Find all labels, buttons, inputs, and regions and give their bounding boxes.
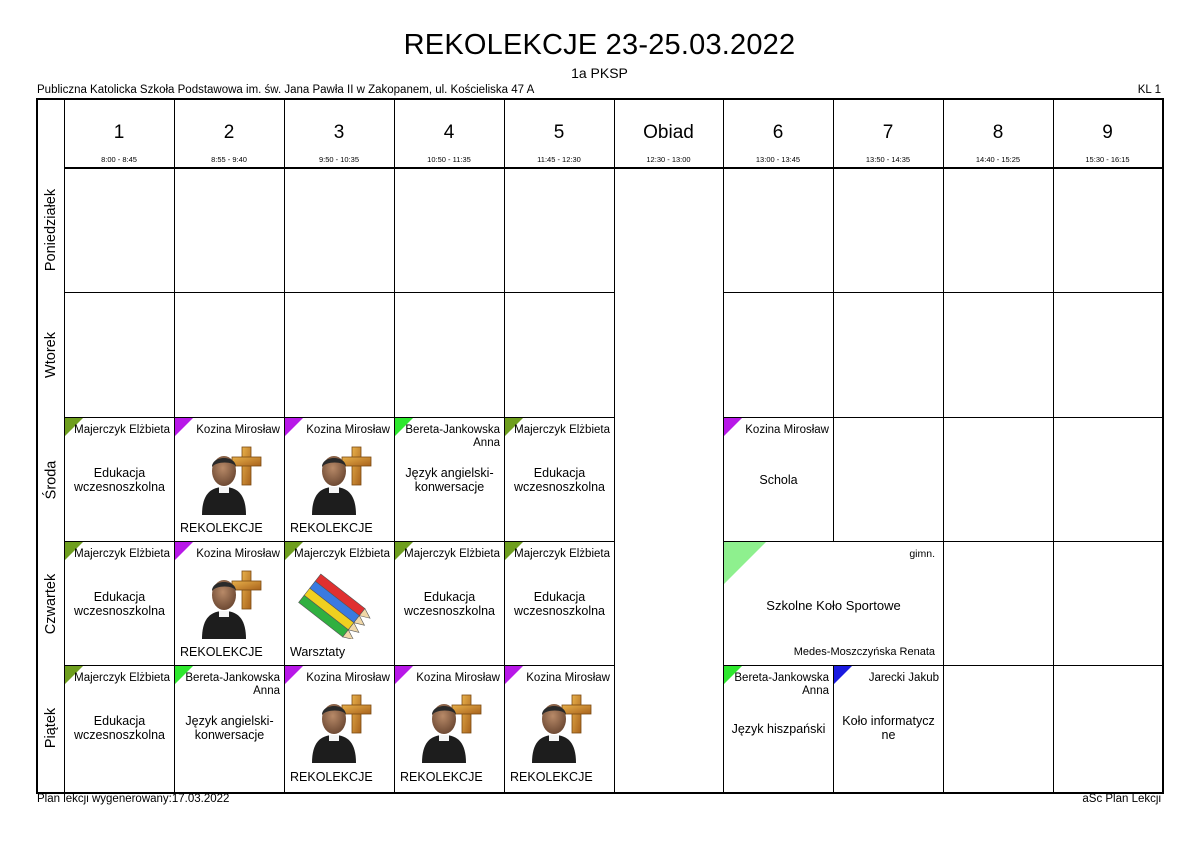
day-label-sroda: Środa — [43, 460, 60, 499]
lesson-teacher: Kozina Mirosław — [196, 548, 280, 560]
pencils-icon — [298, 569, 378, 639]
lesson-room: REKOLEKCJE — [510, 770, 593, 784]
grid-line — [1053, 98, 1054, 792]
period-header-4: 4 10:50 - 11:35 — [427, 122, 471, 164]
period-header-8: 8 14:40 - 15:25 — [975, 122, 1021, 164]
lesson-subject: Szkolne Koło Sportowe — [766, 598, 901, 613]
priest-cross-icon — [188, 569, 268, 639]
lesson-cell[interactable] — [65, 666, 174, 790]
lesson-cell[interactable] — [65, 542, 174, 665]
school-name: Publiczna Katolicka Szkoła Podstawowa im. św. Jana Pawła II w Zakopanem, ul. Kościeliska 47 A — [37, 84, 535, 96]
lesson-cell[interactable] — [175, 542, 284, 665]
day-label-wtorek: Wtorek — [43, 332, 60, 378]
lesson-cell[interactable] — [505, 666, 614, 790]
period-header-9: 9 15:30 - 16:15 — [1085, 122, 1130, 164]
lesson-subject: Edukacja wczesnoszkolna — [73, 714, 165, 742]
lesson-cell[interactable] — [285, 542, 394, 665]
priest-cross-icon — [188, 445, 268, 515]
category-marker — [505, 666, 523, 684]
lesson-subject: Edukacja wczesnoszkolna — [513, 466, 605, 494]
lesson-cell-wide[interactable] — [724, 542, 943, 665]
period-header-1: 1 8:00 - 8:45 — [101, 122, 137, 164]
lesson-cell[interactable] — [724, 666, 833, 790]
lesson-teacher: Majerczyk Elżbieta — [74, 672, 170, 684]
lesson-subject: Edukacja wczesnoszkolna — [513, 590, 605, 618]
lesson-subject: Język angielski-konwersacje — [405, 466, 494, 494]
priest-cross-icon — [298, 445, 378, 515]
lesson-room: Warsztaty — [290, 645, 346, 659]
lesson-subject: Schola — [759, 473, 798, 487]
lesson-teacher: Majerczyk Elżbieta — [404, 548, 500, 560]
lesson-cell[interactable] — [395, 542, 504, 665]
lesson-subject: Edukacja wczesnoszkolna — [73, 466, 165, 494]
lesson-subject: Język hiszpański — [731, 722, 826, 736]
lesson-cell[interactable] — [505, 542, 614, 665]
lesson-cell[interactable] — [395, 666, 504, 790]
grid-line — [723, 292, 1162, 293]
lesson-teacher: Kozina Mirosław — [306, 672, 390, 684]
priest-cross-icon — [518, 693, 598, 763]
category-marker — [285, 418, 303, 436]
lesson-cell[interactable] — [505, 418, 614, 541]
period-header-3: 3 9:50 - 10:35 — [318, 122, 360, 164]
lesson-teacher: Bereta-Jankowska Anna — [185, 672, 280, 697]
lesson-cell[interactable] — [724, 418, 833, 541]
day-label-poniedzialek: Poniedziałek — [43, 188, 60, 272]
category-marker — [834, 666, 852, 684]
lesson-teacher: Kozina Mirosław — [416, 672, 500, 684]
category-marker — [175, 542, 193, 560]
lesson-cell[interactable] — [175, 666, 284, 790]
class-code: KL 1 — [1137, 84, 1161, 96]
lesson-teacher: Jarecki Jakub — [868, 672, 939, 684]
software-name: aSc Plan Lekcji — [1082, 793, 1161, 805]
day-label-czwartek: Czwartek — [43, 573, 59, 634]
lesson-cell[interactable] — [395, 418, 504, 541]
period-header-6: 6 13:00 - 13:45 — [755, 122, 801, 164]
lesson-teacher: Kozina Mirosław — [526, 672, 610, 684]
lesson-teacher: Majerczyk Elżbieta — [74, 424, 170, 436]
lesson-cell[interactable] — [285, 418, 394, 541]
lesson-teacher: Kozina Mirosław — [196, 424, 280, 436]
category-marker — [395, 666, 413, 684]
lesson-cell[interactable] — [65, 418, 174, 541]
grid-line — [614, 98, 615, 792]
timetable-grid — [36, 98, 1162, 792]
period-header-7: 7 13:50 - 14:35 — [865, 122, 911, 164]
lesson-room: REKOLEKCJE — [180, 521, 263, 535]
generated-date: Plan lekcji wygenerowany:17.03.2022 — [37, 793, 230, 805]
lesson-subject: Język angielski-konwersacje — [185, 714, 274, 742]
period-header-5: 5 11:45 - 12:30 — [537, 122, 581, 164]
lesson-subject: Edukacja wczesnoszkolna — [73, 590, 165, 618]
lesson-teacher: Kozina Mirosław — [745, 424, 829, 436]
lesson-cell[interactable] — [175, 418, 284, 541]
day-label-piatek: Piątek — [43, 707, 59, 749]
grid-line — [64, 292, 614, 293]
lesson-cell[interactable] — [285, 666, 394, 790]
priest-cross-icon — [408, 693, 488, 763]
priest-cross-icon — [298, 693, 378, 763]
lesson-group: gimn. — [909, 548, 935, 560]
lesson-cell[interactable] — [834, 666, 943, 790]
lesson-subject: Edukacja wczesnoszkolna — [403, 590, 495, 618]
class-name: 1a PKSP — [571, 65, 628, 81]
period-header-obiad: Obiad 12:30 - 13:00 — [643, 122, 694, 164]
lesson-teacher: Majerczyk Elżbieta — [74, 548, 170, 560]
lesson-teacher: Majerczyk Elżbieta — [514, 424, 610, 436]
lesson-room: REKOLEKCJE — [180, 645, 263, 659]
period-header-2: 2 8:55 - 9:40 — [211, 122, 247, 164]
category-marker — [724, 418, 742, 436]
lesson-teacher: Bereta-Jankowska Anna — [405, 424, 500, 449]
category-marker — [175, 418, 193, 436]
lesson-room: REKOLEKCJE — [400, 770, 483, 784]
category-marker — [285, 666, 303, 684]
timetable-title: REKOLEKCJE 23-25.03.2022 — [403, 29, 796, 61]
lesson-teacher: Kozina Mirosław — [306, 424, 390, 436]
grid-line — [943, 98, 944, 792]
lesson-room: REKOLEKCJE — [290, 521, 373, 535]
lesson-teacher: Bereta-Jankowska Anna — [734, 672, 829, 697]
category-marker — [724, 542, 766, 584]
lesson-teacher: Majerczyk Elżbieta — [294, 548, 390, 560]
lesson-teacher: Medes-Moszczyńska Renata — [793, 646, 935, 658]
lesson-room: REKOLEKCJE — [290, 770, 373, 784]
lesson-subject: Koło informatyczne — [842, 714, 935, 742]
lesson-teacher: Majerczyk Elżbieta — [514, 548, 610, 560]
